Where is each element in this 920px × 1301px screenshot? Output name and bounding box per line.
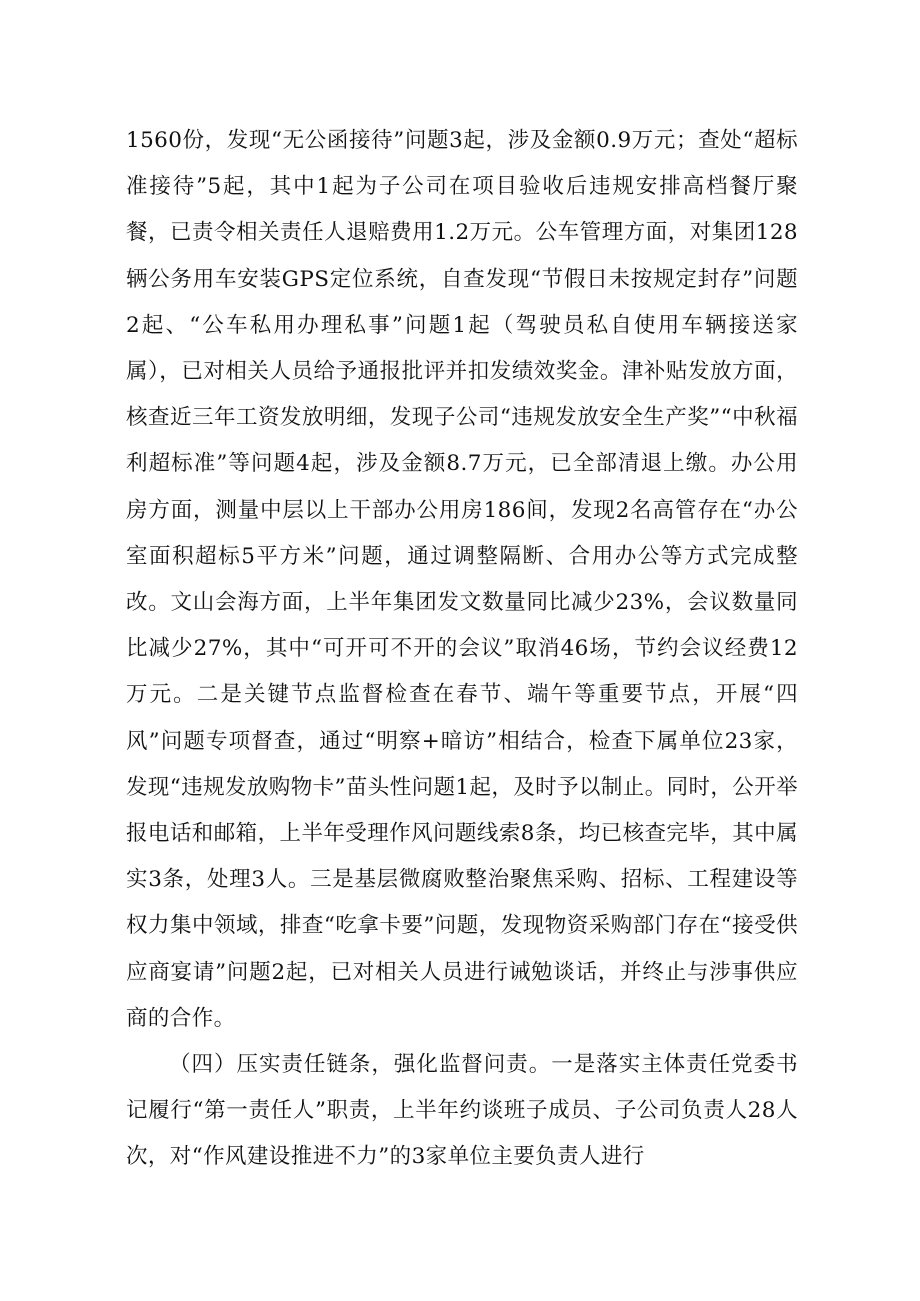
paragraph-continued: 1560份，发现“无公函接待”问题3起，涉及金额0.9万元；查处“超标准接待”5起，其中1起为子公司在项目验收后违规安排高档餐厅聚餐，已责令相关责任人退赔费用1.2万元。公车管理方面，对集团128辆公务用车安装GPS定位系统，自查发现“节假日未按规定封存”问题2起、“公车私用办理私事”问题1起（驾驶员私自使用车辆接送家属），已对相关人员给予通报批评并扣发绩效奖金。津补贴发放方面，核查近三年工资发放明细，发现子公司“违规发放安全生产奖”“中秋福利超标准”等问题4起，涉及金额8.7万元，已全部清退上缴。办公用房方面，测量中层以上干部办公用房186间，发现2名高管存在“办公室面积超标5平方米”问题，通过调整隔断、合用办公等方式完成整改。文山会海方面，上半年集团发文数量同比减少23%，会议数量同比减少27%，其中“可开可不开的会议”取消46场，节约会议经费12万元。二是关键节点监督检查在春节、端午等重要节点，开展“四风”问题专项督查，通过“明察+暗访”相结合，检查下属单位23家，发现“违规发放购物卡”苗头性问题1起，及时予以制止。同时，公开举报电话和邮箱，上半年受理作风问题线索8条，均已核查完毕，其中属实3条，处理3人。三是基层微腐败整治聚焦采购、招标、工程建设等权力集中领域，排查“吃拿卡要”问题，发现物资采购部门存在“接受供应商宴请”问题2起，已对相关人员进行诫勉谈话，并终止与涉事供应商的合作。 — [126, 128, 798, 1031]
paragraph-section-four: （四）压实责任链条，强化监督问责。一是落实主体责任党委书记履行“第一责任人”职责，上半年约谈班子成员、子公司负责人28人次，对“作风建设推进不力”的3家单位主要负责人进行 — [126, 1052, 798, 1170]
body-text — [126, 118, 798, 1181]
